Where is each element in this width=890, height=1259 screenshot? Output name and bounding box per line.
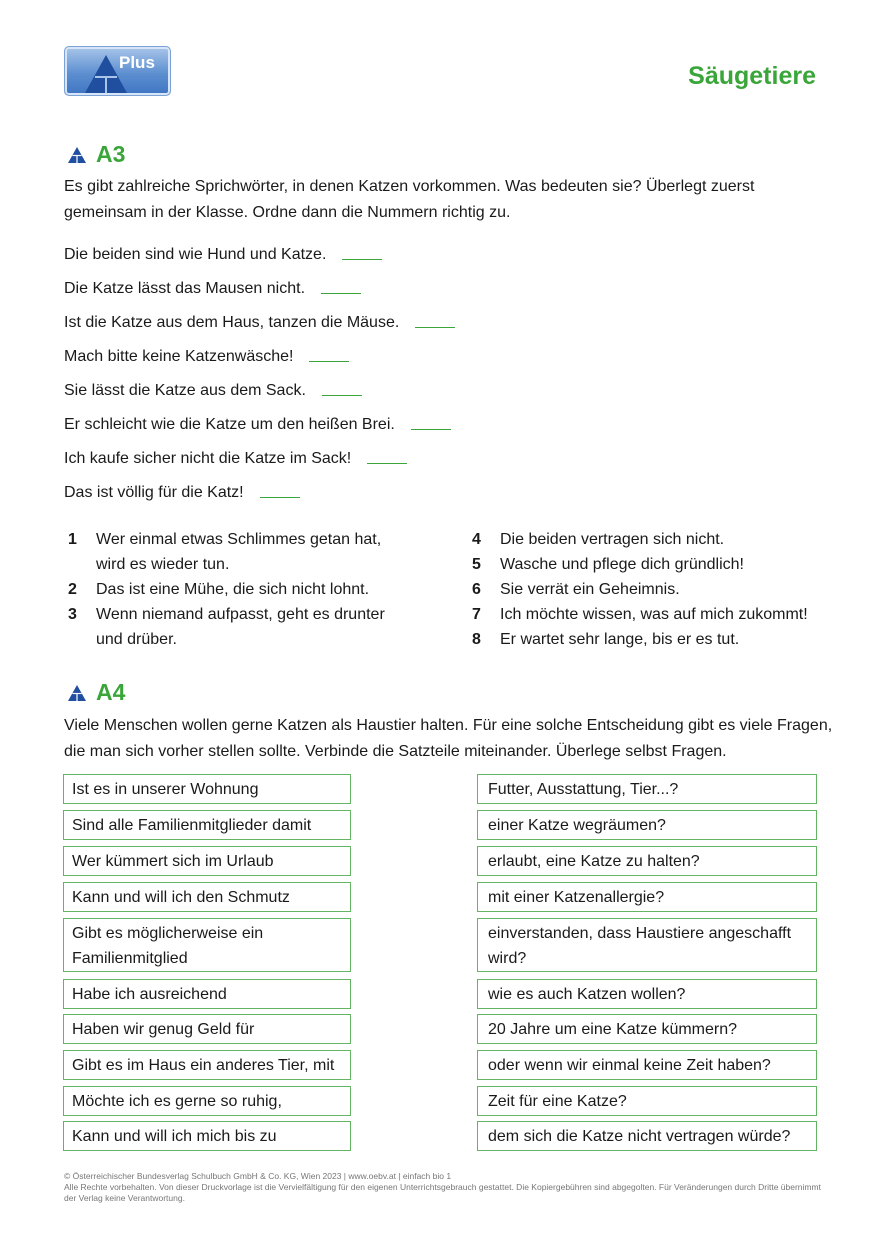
copyright-footer: [64, 1171, 824, 1204]
sentence-part-right[interactable]: wie es auch Katzen wollen?: [477, 979, 817, 1009]
sentence-part-right[interactable]: mit einer Katzenallergie?: [477, 882, 817, 912]
answer-blank[interactable]: [321, 276, 361, 294]
pyramid-icon: [68, 147, 86, 163]
meanings-right: [468, 527, 848, 652]
meaning-number: 6: [472, 581, 481, 598]
proverb-item: [64, 446, 455, 480]
answer-blank[interactable]: [309, 344, 349, 362]
sentence-part-left[interactable]: Ist es in unserer Wohnung: [63, 774, 351, 804]
proverb-text: Die beiden sind wie Hund und Katze.: [64, 246, 327, 263]
task-a4-label: A4: [96, 679, 126, 705]
meaning-text: Die beiden vertragen sich nicht.: [500, 531, 725, 548]
answer-blank[interactable]: [322, 378, 362, 396]
sentence-part-right[interactable]: Futter, Ausstattung, Tier...?: [477, 774, 817, 804]
meaning-item: [468, 627, 848, 652]
meaning-text: Sie verrät ein Geheimnis.: [500, 581, 680, 598]
meaning-number: 7: [472, 606, 481, 623]
task-a4-heading: [68, 679, 125, 706]
meaning-text: Das ist eine Mühe, die sich nicht lohnt.: [96, 581, 370, 598]
sentence-part-left[interactable]: Habe ich ausreichend: [63, 979, 351, 1009]
sentence-part-right[interactable]: einer Katze wegräumen?: [477, 810, 817, 840]
answer-blank[interactable]: [260, 480, 300, 498]
meaning-number: 3: [68, 606, 77, 623]
proverb-item: [64, 412, 455, 446]
meaning-item: [64, 602, 404, 652]
meaning-text: Er wartet sehr lange, bis er es tut.: [500, 631, 740, 648]
meanings-left: [64, 527, 404, 652]
sentence-part-right[interactable]: einverstanden, dass Haustiere angeschafft wird?: [477, 918, 817, 972]
meaning-number: 8: [472, 631, 481, 648]
meaning-text: Wenn niemand aufpasst, geht es drunter und drüber.: [96, 606, 385, 648]
proverb-text: Ist die Katze aus dem Haus, tanzen die Mäuse.: [64, 314, 400, 331]
answer-blank[interactable]: [367, 446, 407, 464]
sentence-part-left[interactable]: Gibt es möglicherweise ein Familienmitglied: [63, 918, 351, 972]
proverb-item: [64, 344, 455, 378]
proverb-item: [64, 480, 455, 514]
meaning-number: 2: [68, 581, 77, 598]
sentence-part-left[interactable]: Wer kümmert sich im Urlaub: [63, 846, 351, 876]
proverb-text: Das ist völlig für die Katz!: [64, 484, 244, 501]
sentence-part-left[interactable]: Haben wir genug Geld für: [63, 1014, 351, 1044]
footer-line: © Österreichischer Bundesverlag Schulbuch GmbH & Co. KG, Wien 2023 | www.oebv.at | einfach bio 1: [64, 1171, 452, 1181]
meaning-item: [64, 577, 404, 602]
proverb-list: [64, 242, 455, 514]
sentence-part-right[interactable]: dem sich die Katze nicht vertragen würde?: [477, 1121, 817, 1151]
proverb-text: Sie lässt die Katze aus dem Sack.: [64, 382, 306, 399]
meaning-number: 5: [472, 556, 481, 573]
sentence-part-right[interactable]: Zeit für eine Katze?: [477, 1086, 817, 1116]
sentence-part-left[interactable]: Sind alle Familienmitglieder damit: [63, 810, 351, 840]
plus-logo: [64, 46, 171, 96]
answer-blank[interactable]: [342, 242, 382, 260]
logo-label: Plus: [119, 53, 155, 72]
meaning-text: Ich möchte wissen, was auf mich zukommt!: [500, 606, 808, 623]
proverb-text: Mach bitte keine Katzenwäsche!: [64, 348, 294, 365]
page-title: Säugetiere: [688, 62, 816, 90]
sentence-part-left[interactable]: Möchte ich es gerne so ruhig,: [63, 1086, 351, 1116]
meaning-text: Wasche und pflege dich gründlich!: [500, 556, 744, 573]
answer-blank[interactable]: [415, 310, 455, 328]
sentence-part-left[interactable]: Kann und will ich den Schmutz: [63, 882, 351, 912]
proverb-text: Er schleicht wie die Katze um den heißen Brei.: [64, 416, 395, 433]
meaning-item: [468, 552, 848, 577]
proverb-text: Die Katze lässt das Mausen nicht.: [64, 280, 306, 297]
task-a3-label: A3: [96, 141, 126, 167]
sentence-part-left[interactable]: Kann und will ich mich bis zu: [63, 1121, 351, 1151]
proverb-item: [64, 276, 455, 310]
sentence-part-right[interactable]: 20 Jahre um eine Katze kümmern?: [477, 1014, 817, 1044]
meaning-item: [468, 577, 848, 602]
sentence-part-right[interactable]: oder wenn wir einmal keine Zeit haben?: [477, 1050, 817, 1080]
meaning-number: 4: [472, 531, 481, 548]
sentence-part-right[interactable]: erlaubt, eine Katze zu halten?: [477, 846, 817, 876]
task-a3-intro: Es gibt zahlreiche Sprichwörter, in denen Katzen vorkommen. Was bedeuten sie? Überlegt zuerst gemeinsam in der Klasse. Ordne dann die Nummern richtig zu.: [64, 178, 755, 221]
meaning-text: Wer einmal etwas Schlimmes getan hat, wird es wieder tun.: [96, 531, 382, 573]
proverb-item: [64, 310, 455, 344]
proverb-text: Ich kaufe sicher nicht die Katze im Sack!: [64, 450, 352, 467]
meaning-item: [64, 527, 404, 577]
pyramid-icon: [68, 685, 86, 701]
task-a4-intro: Viele Menschen wollen gerne Katzen als Haustier halten. Für eine solche Entscheidung gibt es viele Fragen, die man sich vorher stellen sollte. Verbinde die Satzteile miteinander. Überlege selbst Fragen.: [64, 717, 833, 760]
meaning-number: 1: [68, 531, 77, 548]
meaning-item: [468, 527, 848, 552]
proverb-item: [64, 242, 455, 276]
footer-line: Alle Rechte vorbehalten. Von dieser Druckvorlage ist die Vervielfältigung für den eigenen Unterrichtsgebrauch gestattet. Die Kopiergebühren sind abgegolten. Für Veränderungen durch Dritte übernimmt der Verlag keine Verantwortung.: [64, 1182, 821, 1203]
meaning-item: [468, 602, 848, 627]
sentence-part-left[interactable]: Gibt es im Haus ein anderes Tier, mit: [63, 1050, 351, 1080]
proverb-item: [64, 378, 455, 412]
task-a3-heading: [68, 141, 125, 168]
answer-blank[interactable]: [411, 412, 451, 430]
